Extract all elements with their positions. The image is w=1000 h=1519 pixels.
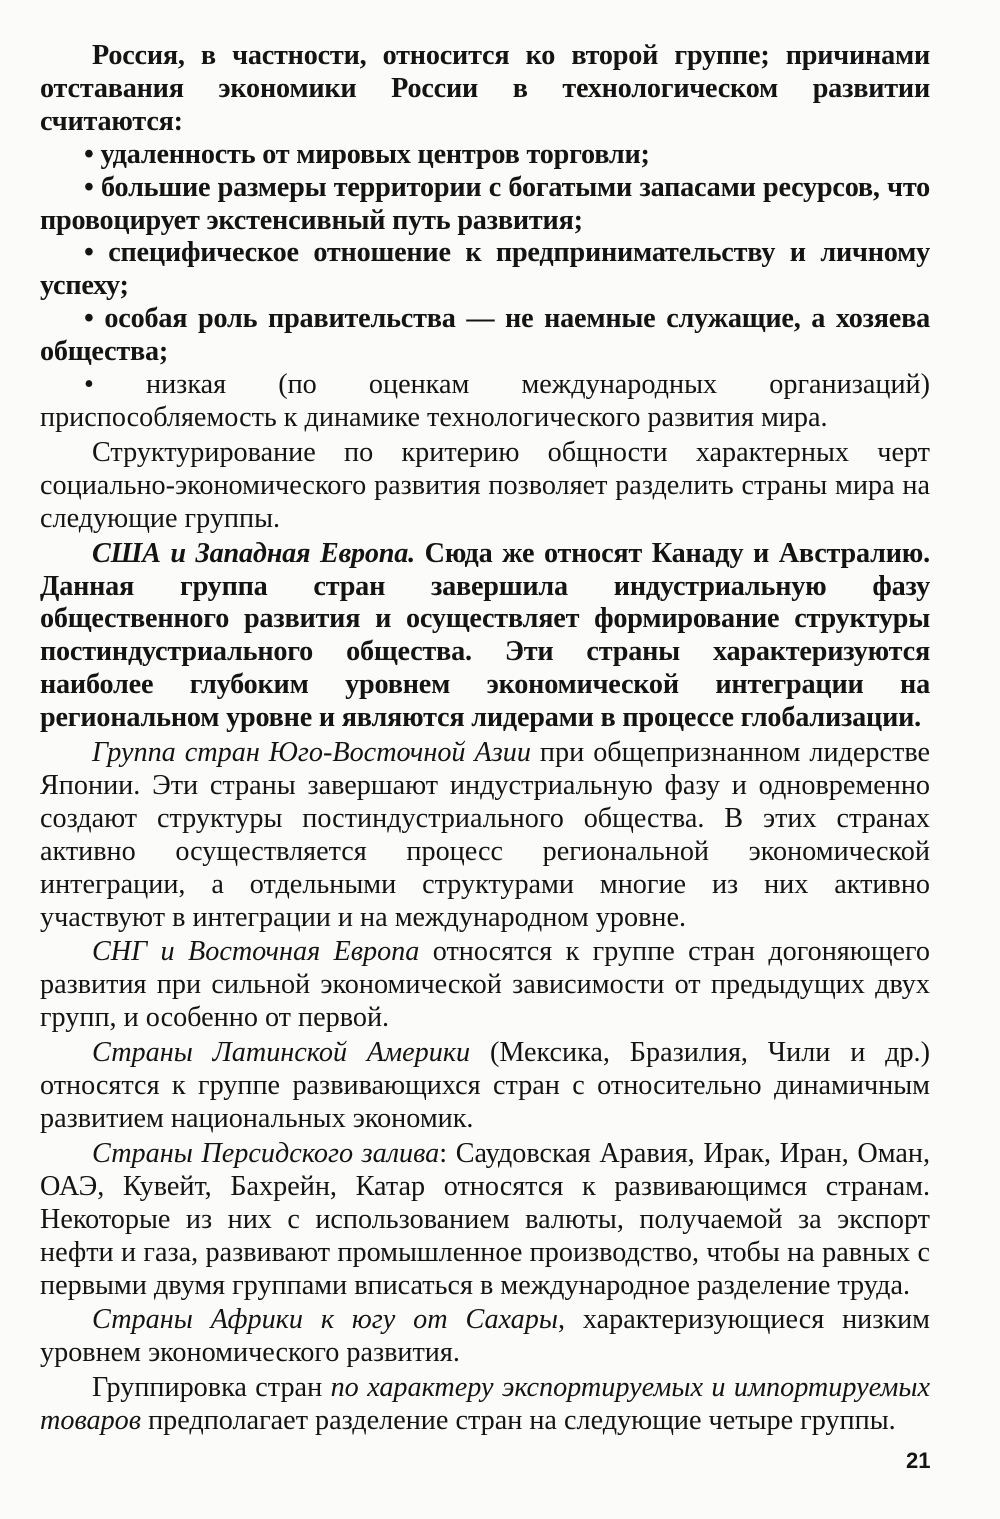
term-southeast-asia: Группа стран Юго-Восточной Азии [92,737,531,769]
text-persian-gulf: : Саудовская Аравия, Ирак, Иран, Оман, ОАЭ, Кувейт, Бахрейн, Катар относятся к развивающимся странам. Некоторые из них с использованием валюты, получаемой за экспорт нефти и газа, развивают промышленное производство, чтобы на равных с первыми двумя группами вписаться в международное разделение труда. [40,1137,930,1301]
text-africa: , характеризующиеся низким уровнем экономического развития. [40,1304,930,1369]
bullet-item: • особая роль правительства — не наемные служащие, а хозяева общества; [40,303,930,368]
bullet-item: • специфическое отношение к предпринимательству и личному успеху; [40,237,930,302]
document-page [40,40,930,1438]
paragraph-latin-america [40,1037,930,1136]
text-southeast-asia: при общепризнанном лидерстве Японии. Эти страны завершают индустриальную фазу и одновременно создают структуры постиндустриального общества. В этих странах активно осуществляется процесс региональной экономической интеграции, а отдельными структурами многие из них активно участвуют в интеграции и на международном уровне. [40,737,930,933]
text-usa-europe: Сюда же относят Канаду и Австралию. Данная группа стран завершила индустриальную фазу общественного развития и осуществляет формирование структуры постиндустриального общества. Эти страны характеризуются наиболее глубоким уровнем экономической интеграции на региональном уровне и являются лидерами в процессе глобализации. [40,537,930,734]
paragraph-southeast-asia [40,737,930,934]
term-usa-europe: США и Западная Европа. [92,537,416,569]
bullet-item: • большие размеры территории с богатыми запасами ресурсов, что провоцирует экстенсивный путь развития; [40,171,930,236]
paragraph-structuring: Структурирование по критерию общности характерных черт социально-экономического развития позволяет разделить страны мира на следующие группы. [40,436,930,534]
term-latin-america: Страны Латинской Америки [92,1037,471,1069]
term-cis: СНГ и Восточная Европа [92,936,420,968]
term-persian-gulf: Страны Персидского залива [92,1137,440,1169]
paragraph-trade-grouping [40,1372,930,1438]
paragraph-usa-europe [40,538,930,735]
text-trade-grouping-before: Группировка стран [92,1372,331,1404]
text-cis: относятся к группе стран догоняющего развития при сильной экономической зависимости от предыдущих двух групп, и особенно от первой. [40,936,930,1034]
paragraph-intro: Россия, в частности, относится ко второй группе; причинами отставания экономики России в технологическом развитии считаются: [40,40,930,137]
paragraph-cis [40,936,930,1035]
text-latin-america: (Мексика, Бразилия, Чили и др.) относятся к группе развивающихся стран с относительно динамичным развитием национальных экономик. [40,1037,930,1134]
page-number: 21 [906,1448,931,1473]
bullet-item: • низкая (по оценкам международных организаций) приспособляемость к динамике технологического развития мира. [40,369,930,433]
paragraph-persian-gulf [40,1138,930,1303]
text-trade-grouping-after: предполагает разделение стран на следующие четыре группы. [141,1405,896,1437]
bullet-item: • удаленность от мировых центров торговли; [84,138,650,170]
term-trade-grouping: по характеру экспортируемых и импортируемых товаров [40,1372,930,1437]
term-africa: Страны Африки к югу от Сахары [92,1304,558,1336]
paragraph-africa [40,1304,930,1370]
